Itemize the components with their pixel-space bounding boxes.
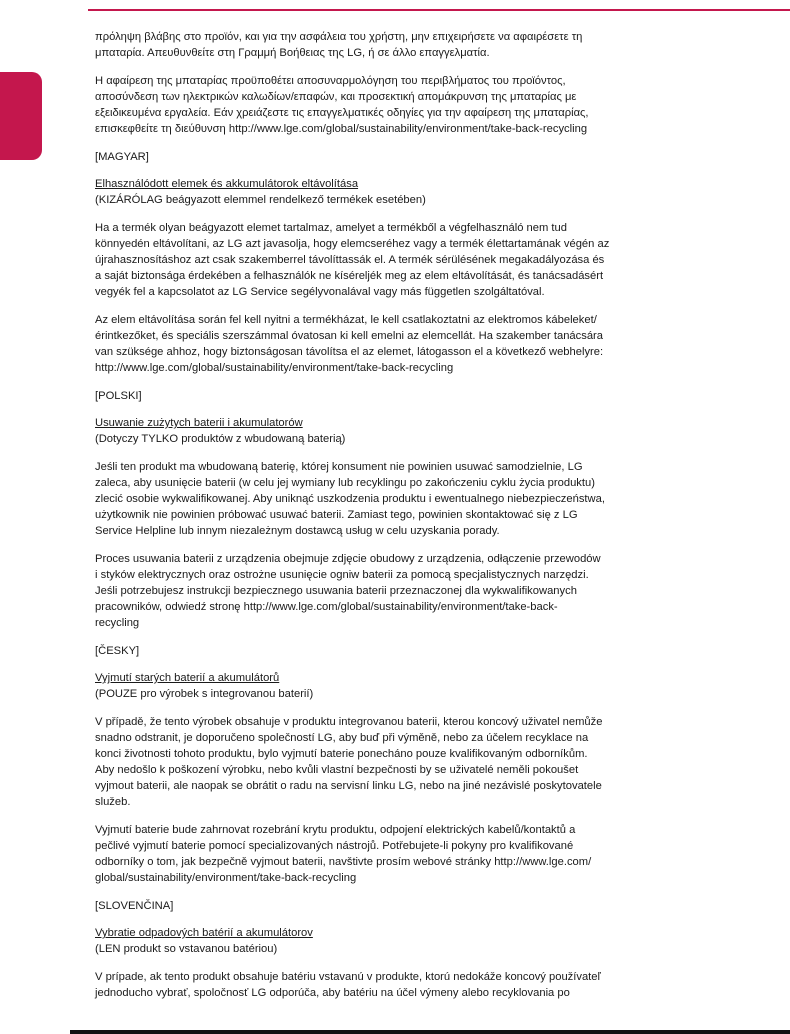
top-accent-line: [88, 9, 790, 11]
section-subheading-polski: (Dotyczy TYLKO produktów z wbudowaną baterią): [95, 433, 346, 445]
language-label-slovencina: [SLOVENČINA]: [95, 900, 174, 912]
greek-paragraph-1: πρόληψη βλάβης στο προϊόν, και για την ασφάλεια του χρήστη, μην επιχειρήσετε να αφαιρέσετε τη μπαταρία. Απευθυνθείτε στη Γραμμή Βοήθειας της LG, ή σε άλλο επαγγελματία.: [95, 31, 583, 59]
polski-paragraph-1: Jeśli ten produkt ma wbudowaną baterię, której konsument nie powinien usuwać samodzielnie, LG zaleca, aby usunięcie baterii (w celu jej wymiany lub recyklingu po zakończeniu cyklu życia produktu) zlecić osobie wykwalifikowanej. Aby uniknąć uszkodzenia produktu i ewentualnego niebezpieczeństwa, użytkownik nie powinien próbować usuwać baterii. Zamiast tego, powinien skontaktować się z LG Service Helpline lub innym niezależnym dostawcą usług w celu uzyskania porady.: [95, 461, 605, 537]
section-subheading-cesky: (POUZE pro výrobek s integrovanou baterií): [95, 688, 314, 700]
slovencina-paragraph-1: V prípade, ak tento produkt obsahuje batériu vstavanú v produkte, ktorú nedokáže koncový používateľ jednoducho vybrať, spoločnosť LG odporúča, aby batériu na účel výmeny alebo recyklovania po: [95, 971, 601, 999]
document-body: [95, 29, 675, 1001]
section-subheading-magyar: (KIZÁRÓLAG beágyazott elemmel rendelkező termékek esetében): [95, 194, 426, 206]
greek-paragraph-2: Η αφαίρεση της μπαταρίας προϋποθέτει αποσυναρμολόγηση του περιβλήματος του προϊόντος, αποσύνδεση των ηλεκτρικών καλωδίων/επαφών, και προσεκτική απομάκρυνση της μπαταρίας με εξειδικευμένα εργαλεία. Εάν χρειάζεστε τις επαγγελματικές οδηγίες για την αφαίρεση της μπαταρίας, επισκεφθείτε τη διεύθυνση http://www.lge.com/global/sustainability/environment/take-back-recycling: [95, 75, 589, 135]
bottom-rule: [70, 1030, 790, 1034]
section-heading-slovencina: Vybratie odpadových batérií a akumulátorov: [95, 927, 313, 939]
section-subheading-slovencina: (LEN produkt so vstavanou batériou): [95, 943, 278, 955]
cesky-paragraph-2: Vyjmutí baterie bude zahrnovat rozebrání krytu produktu, odpojení elektrických kabelů/kontaktů a pečlivé vyjmutí baterie pomocí specializovaných nástrojů. Potřebujete-li pokyny pro kvalifikované odborníky o tom, jak bezpečně vyjmout baterii, navštivte prosím webové stránky http://www.lge.com/ global/sustainability/environment/take-back-recycling: [95, 824, 592, 884]
polski-paragraph-2: Proces usuwania baterii z urządzenia obejmuje zdjęcie obudowy z urządzenia, odłączenie przewodów i styków elektrycznych oraz ostrożne usunięcie ogniw baterii za pomocą specjalistycznych narzędzi. Jeśli potrzebujesz instrukcji bezpiecznego usuwania baterii przeznaczonej dla wykwalifikowanych pracowników, odwiedź stronę http://www.lge.com/global/sustainability/environment/take-back- recycling: [95, 553, 601, 629]
section-heading-polski: Usuwanie zużytych baterii i akumulatorów: [95, 417, 303, 429]
language-label-polski: [POLSKI]: [95, 390, 142, 402]
side-tab-marker: [0, 72, 42, 160]
cesky-paragraph-1: V případě, že tento výrobek obsahuje v produktu integrovanou baterii, kterou koncový uživatel nemůže snadno odstranit, je doporučeno společností LG, aby buď při výměně, nebo za účelem recyklace na konci životnosti tohoto produktu, bylo vyjmutí baterie ponecháno pouze kvalifikovaným odborníkům. Aby nedošlo k poškození výrobku, nebo kvůli vlastní bezpečnosti by se uživatelé neměli pokoušet vyjmout baterii, ale naopak se obrátit o radu na servisní linku LG, nebo na jiné nezávislé poskytovatele služeb.: [95, 716, 603, 808]
language-label-magyar: [MAGYAR]: [95, 151, 149, 163]
section-heading-cesky: Vyjmutí starých baterií a akumulátorů: [95, 672, 280, 684]
language-label-cesky: [ČESKY]: [95, 645, 140, 657]
magyar-paragraph-2: Az elem eltávolítása során fel kell nyitni a termékházat, le kell csatlakoztatni az elektromos kábeleket/ érintkezőket, és speciális szerszámmal óvatosan ki kell emelni az elemcellát. Ha szakember tanácsára van szüksége ahhoz, hogy biztonságosan távolítsa el az elemet, látogasson el a következő webhelyre: http://www.lge.com/global/sustainability/environment/take-back-recycling: [95, 314, 604, 374]
section-heading-magyar: Elhasználódott elemek és akkumulátorok eltávolítása: [95, 178, 359, 190]
magyar-paragraph-1: Ha a termék olyan beágyazott elemet tartalmaz, amelyet a termékből a végfelhasználó nem tud könnyedén eltávolítani, az LG azt javasolja, hogy elemcseréhez vagy a termék élettartamának végén az újrahasznosításhoz azt csak szakemberrel távolíttassák el. A termék sérülésének megakadályozása és a saját biztonsága érdekében a felhasználók ne kíséreljék meg az elem eltávolítását, és tanácsadásért vegyék fel a kapcsolatot az LG Service segélyvonalával vagy más független szolgáltatóval.: [95, 222, 610, 298]
